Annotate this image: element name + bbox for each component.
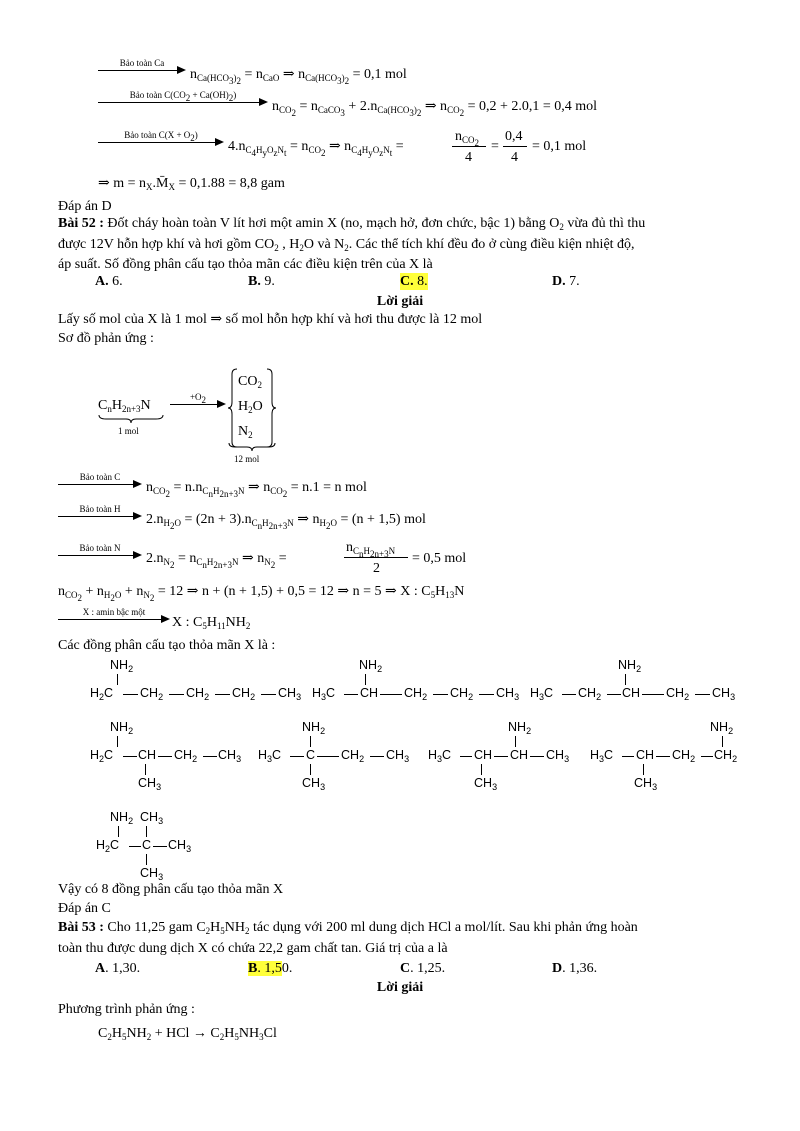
option-b: B. 9. [248, 274, 275, 289]
equation: = 0,1 mol [532, 139, 587, 154]
arrow-label: Bảo toàn $C(CO_2 + Ca(OH)_2)$ [129, 90, 237, 103]
equation: $2.n_{N_2} = n_{C_nH_{2n+3}N}$ ⇒ $n_{N_2}$ = [146, 551, 287, 570]
scheme-product: $N_2$ [238, 424, 253, 440]
solution-line: Sơ đồ phản ứng : [58, 331, 154, 346]
option-a: A. 6. [95, 274, 123, 289]
solution-line: Phương trình phản ứng : [58, 1002, 195, 1017]
equation: = 0,5 mol [412, 551, 467, 566]
reaction-equation: $C_2H_5NH_2$ + HCl → $C_2H_5NH_3Cl$ [98, 1026, 277, 1042]
arrow-bao-toan-ca [98, 58, 186, 78]
fraction-denominator: 4 [511, 150, 518, 165]
option-b-correct: B. 1,50. [248, 961, 293, 976]
scheme-product: $H_2O$ [238, 399, 263, 415]
arrow-label: Bảo toàn $C(X + O_2)$ [124, 130, 198, 143]
solution-title: Lời giải [376, 294, 424, 309]
answer-line: Đáp án C [58, 901, 111, 916]
equation: X : $C_5H_{11}NH_2$ [172, 615, 251, 631]
question-label: Bài 53 : [58, 920, 104, 935]
option-c-correct: C. 8. [400, 274, 428, 289]
solution-title: Lời giải [376, 980, 424, 995]
fraction-numerator: 0,4 [505, 129, 523, 144]
scheme-arrow: $+O_2$ [170, 392, 226, 412]
scheme-right-brace [266, 368, 276, 448]
fraction-numerator: $n_{C_nH_{2n+3}N}$ [346, 540, 396, 559]
question-53-line2: toàn thu được dung dịch X có chứa 22,2 gam chất tan. Giá trị của a là [58, 941, 448, 956]
question-52-line3: áp suất. Số đồng phân cấu tạo thỏa mãn các điều kiện trên của X là [58, 257, 433, 272]
isomer-intro: Các đồng phân cấu tạo thỏa mãn X là : [58, 638, 276, 653]
option-d: D. 1,36. [552, 961, 598, 976]
question-52: Bài 52 : Đốt cháy hoàn toàn V lít hơi một amin X (no, mạch hở, đơn chức, bậc 1) bằng $O_2$ vừa đủ thì thu [58, 216, 646, 232]
arrow-amin-bac-mot: X : amin bậc một [58, 607, 170, 627]
equation: $n_{Ca(HCO_3)_2} = n_{CaO}$ ⇒ $n_{Ca(HCO_3)_2} = 0,1$ mol [190, 67, 407, 86]
option-a: A. 1,30. [95, 961, 141, 976]
solution-line: Lấy số mol của X là 1 mol ⇒ số mol hỗn hợp khí và hơi thu được là 12 mol [58, 312, 483, 327]
fraction-denominator: 2 [373, 561, 380, 576]
arrow-bao-toan-c: Bảo toàn C [58, 472, 142, 492]
scheme-reactant-mol: 1 mol [118, 426, 139, 436]
equation: ⇒ $m = n_X.M̄_X = 0,1.88 = 8,8$ gam [98, 176, 285, 192]
arrow-bao-toan-c [98, 90, 268, 110]
equation: $2.n_{H_2O} = (2n + 3).n_{C_nH_{2n+3}N}$ ⇒ $n_{H_2O} = (n + 1,5)$ mol [146, 512, 426, 531]
scheme-reactant: $C_nH_{2n+3}N$ [98, 398, 151, 414]
arrow-bao-toan-n: Bảo toàn N [58, 543, 142, 563]
scheme-left-brace [228, 368, 238, 448]
equation: $n_{CO_2} = n_{CaCO_3} + 2.n_{Ca(HCO_3)_2}$ ⇒ $n_{CO_2} = 0,2 + 2.0,1 = 0,4$ mol [272, 99, 598, 118]
equation: $n_{CO_2} + n_{H_2O} + n_{N_2} = 12$ ⇒ n + (n + 1,5) + 0,5 = 12 ⇒ n = 5 ⇒ X : $C_5H_{13}N$ [58, 584, 465, 603]
arrow-bao-toan-c-x [98, 130, 224, 150]
answer-line: Đáp án D [58, 199, 112, 214]
option-d: D. 7. [552, 274, 580, 289]
scheme-product: $CO_2$ [238, 374, 262, 390]
question-52-line2: được 12V hỗn hợp khí và hơi gồm $CO_2$ , $H_2O$ và $N_2$. Các thể tích khí đều đo ở cùng điều kiện nhiệt độ, [58, 237, 635, 253]
option-c: C. 1,25. [400, 961, 446, 976]
question-53: Bài 53 : Cho 11,25 gam $C_2H_5NH_2$ tác dụng với 200 ml dung dịch HCl a mol/lít. Sau khi phản ứng hoàn [58, 920, 638, 936]
equation: $4.n_{C_4H_yO_zN_t} = n_{CO_2}$ ⇒ $n_{C_4H_yO_zN_t}$ = [228, 139, 404, 158]
scheme-products-mol: 12 mol [234, 454, 260, 464]
conclusion: Vậy có 8 đồng phân cấu tạo thỏa mãn X [58, 882, 284, 897]
question-label: Bài 52 : [58, 216, 104, 231]
equation: $n_{CO_2} = n.n_{C_nH_{2n+3}N}$ ⇒ $n_{CO_2} = n.1 = n$ mol [146, 480, 367, 499]
arrow-bao-toan-h: Bảo toàn H [58, 504, 142, 524]
fraction-numerator: $n_{CO_2}$ [455, 129, 480, 148]
fraction-denominator: 4 [465, 150, 472, 165]
arrow-label: Bảo toàn Ca [119, 58, 165, 68]
